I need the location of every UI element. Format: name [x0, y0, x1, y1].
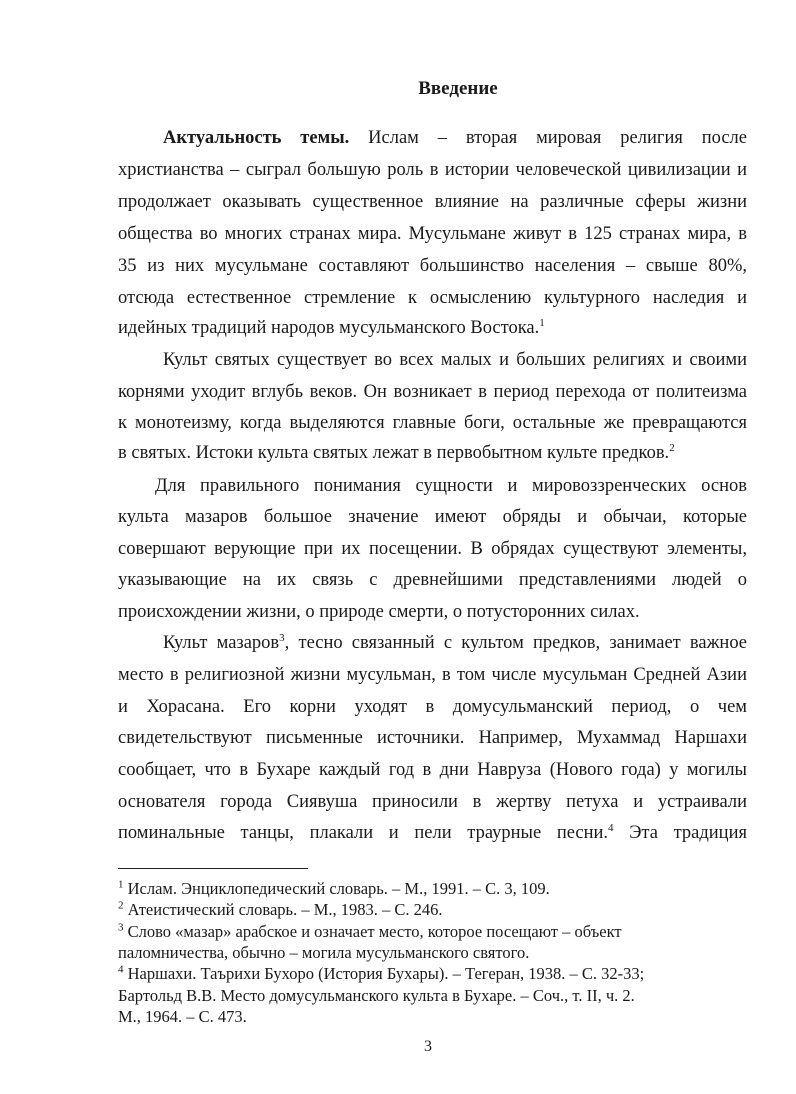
body-line — [118, 506, 747, 528]
body-line-text: указывающие на их связь с древнейшими представлениями людей о — [118, 570, 747, 590]
body-line-text: к монотеизму, когда выделяются главные боги, остальные же превращаются — [118, 413, 747, 433]
footnote-text: М., 1964. – С. 473. — [118, 1007, 247, 1026]
footnote-text: Ислам. Энциклопедический словарь. – М., 1991. – С. 3, 109. — [123, 879, 550, 898]
footnote-divider — [118, 868, 308, 869]
body-line-text: поминальные танцы, плакали и пели траурные песни. — [118, 823, 609, 843]
body-line-text: происхождении жизни, о природе смерти, о потусторонних силах. — [118, 602, 640, 622]
body-line-text: 35 из них мусульмане составляют большинство населения – свыше 80%, — [118, 256, 747, 276]
body-line-text: продолжает оказывать существенное влияние на различные сферы жизни — [118, 192, 747, 212]
footnote-text: Наршахи. Таърихи Бухоро (История Бухары). – Тегеран, 1938. – С. 32-33; — [123, 964, 645, 983]
body-line-text: в святых. Истоки культа святых лежат в первобытном культе предков. — [118, 443, 670, 463]
footnote-marker: 4 — [608, 821, 614, 834]
body-line — [163, 632, 747, 654]
body-line-text: свидетельствуют письменные источники. Например, Мухаммад Наршахи — [118, 728, 747, 748]
body-line — [118, 381, 747, 403]
body-line — [163, 349, 747, 371]
body-line-text: культа мазаров большое значение имеют обряды и обычаи, которые — [118, 507, 747, 527]
body-line — [118, 223, 747, 245]
footnote-line — [118, 943, 529, 963]
body-line — [118, 664, 747, 686]
body-line-text: , тесно связанный с культом предков, занимает важное — [284, 633, 748, 653]
body-line-text: Ислам – вторая мировая религия после — [349, 128, 748, 148]
footnote-marker: 4 — [118, 963, 124, 976]
body-line — [118, 601, 640, 623]
body-line-text: общества во многих странах мира. Мусульмане живут в 125 странах мира, в — [118, 224, 747, 244]
body-line-text: Эта традиция — [613, 823, 747, 843]
section-label: Актуальность темы. — [163, 128, 350, 148]
page-number: 3 — [424, 1038, 432, 1055]
body-line — [118, 569, 747, 591]
footnote-line — [118, 986, 635, 1006]
footnote-text: Слово «мазар» арабское и означает место, которое посещают – объект — [123, 922, 622, 941]
body-line — [118, 255, 747, 277]
footnote-line — [118, 1007, 247, 1027]
body-line-text: сообщает, что в Бухаре каждый год в дни Навруза (Нового года) у могилы — [118, 760, 747, 780]
body-line — [118, 822, 747, 844]
body-line — [118, 759, 747, 781]
body-line-text: совершают верующие при их посещении. В обрядах существуют элементы, — [118, 539, 747, 559]
body-line-text: отсюда естественное стремление к осмыслению культурного наследия и — [118, 288, 747, 308]
body-line-text: корнями уходит вглубь веков. Он возникает в период перехода от политеизма — [118, 382, 747, 402]
body-line — [118, 317, 545, 339]
body-line — [118, 791, 747, 813]
footnote-marker: 2 — [118, 899, 124, 912]
body-line-text: место в религиозной жизни мусульман, в том числе мусульман Средней Азии — [118, 665, 747, 685]
body-line — [118, 412, 747, 434]
body-line-text: основателя города Сиявуша приносили в жертву петуха и устраивали — [118, 792, 747, 812]
footnote-marker: 1 — [118, 878, 124, 891]
footnote-text: Атеистический словарь. – М., 1983. – С. 246. — [123, 900, 443, 919]
footnote-line — [118, 922, 622, 942]
body-line — [118, 191, 747, 213]
body-line — [163, 127, 747, 149]
footnote-line — [118, 879, 550, 899]
body-line-text: христианства – сыграл большую роль в истории человеческой цивилизации и — [118, 160, 747, 180]
body-line — [118, 442, 675, 464]
footnote-marker: 3 — [279, 631, 285, 644]
body-line-text: Культ святых существует во всех малых и больших религиях и своими — [163, 350, 747, 370]
body-line-text: идейных традиций народов мусульманского Востока. — [118, 318, 540, 338]
footnote-line — [118, 900, 443, 920]
body-line-text: Культ мазаров — [163, 633, 280, 653]
body-line — [118, 727, 747, 749]
body-line-text: и Хорасана. Его корни уходят в домусульманский период, о чем — [118, 697, 747, 717]
footnote-marker: 2 — [669, 441, 675, 454]
body-line — [118, 287, 747, 309]
footnote-text: паломничества, обычно – могила мусульманского святого. — [118, 943, 530, 962]
body-line-text: Для правильного понимания сущности и мировоззренческих основ — [155, 476, 747, 496]
body-line — [118, 159, 747, 181]
footnote-line — [118, 964, 644, 984]
body-line — [155, 475, 747, 497]
body-line — [118, 696, 747, 718]
body-line — [118, 538, 747, 560]
page-title: Введение — [418, 78, 498, 99]
footnote-marker: 1 — [539, 316, 545, 329]
footnote-text: Бартольд В.В. Место домусульманского культа в Бухаре. – Соч., т. II, ч. 2. — [118, 986, 635, 1005]
footnote-marker: 3 — [118, 921, 124, 934]
